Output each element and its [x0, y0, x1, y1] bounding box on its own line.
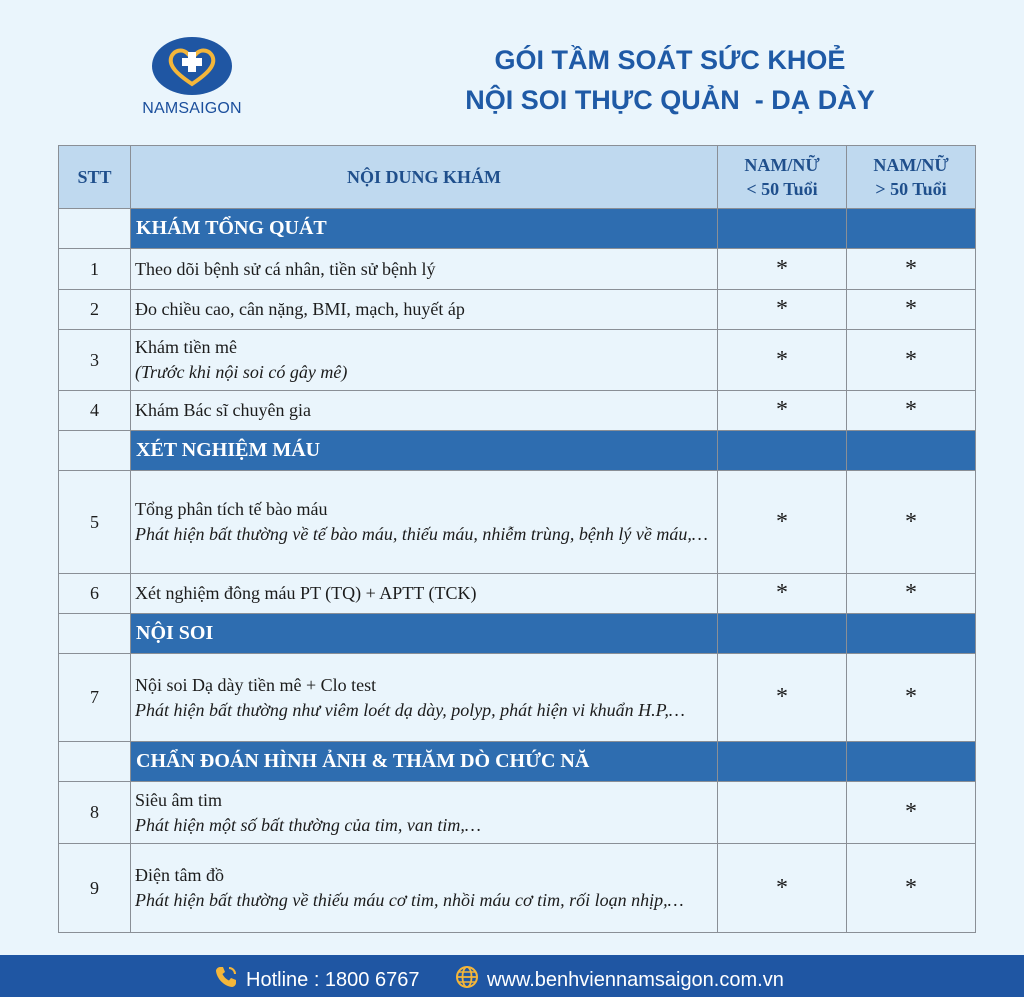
table-row: [59, 574, 976, 614]
row-name: Điện tâm đồ: [135, 865, 224, 885]
header-under-50-line1: NAM/NỮ: [744, 155, 820, 175]
row-content: [131, 391, 718, 431]
row-stt: 7: [59, 654, 131, 742]
section-row: [59, 209, 976, 249]
row-stt: 2: [59, 290, 131, 330]
row-name: Khám Bác sĩ chuyên gia: [135, 400, 311, 420]
row-stt: 1: [59, 249, 131, 290]
row-content: [131, 574, 718, 614]
row-under-50-mark: *: [718, 330, 847, 391]
row-under-50-mark: *: [718, 249, 847, 290]
row-name: Tổng phân tích tế bào máu: [135, 499, 328, 519]
row-name: Siêu âm tim: [135, 789, 222, 810]
row-stt: 9: [59, 844, 131, 933]
header-stt: STT: [59, 146, 131, 209]
page-title: [400, 40, 940, 120]
row-content: [131, 844, 718, 933]
section-row: [59, 431, 976, 471]
row-over-50-mark: *: [847, 782, 976, 844]
table-row: [59, 782, 976, 844]
header-under-50: [718, 146, 847, 209]
section-title: KHÁM TỔNG QUÁT: [131, 209, 718, 249]
row-description: Phát hiện bất thường về thiếu máu cơ tim, nhồi máu cơ tim, rối loạn nhịp,…: [135, 890, 684, 910]
row-under-50-mark: *: [718, 654, 847, 742]
row-description: Phát hiện bất thường về tế bào máu, thiếu máu, nhiễm trùng, bệnh lý về máu,…: [135, 524, 708, 544]
header-over-50-line2: > 50 Tuổi: [875, 179, 947, 199]
title-line-1: GÓI TẦM SOÁT SỨC KHOẺ: [494, 45, 846, 75]
brand-logo: [136, 36, 248, 122]
row-name: Xét nghiệm đông máu PT (TQ) + APTT (TCK): [135, 583, 477, 603]
row-content: [131, 330, 718, 391]
footer-bar: [0, 955, 1024, 997]
header-content: NỘI DUNG KHÁM: [131, 146, 718, 209]
row-content: [131, 471, 718, 574]
row-stt: 4: [59, 391, 131, 431]
row-over-50-mark: *: [847, 654, 976, 742]
row-over-50-mark: *: [847, 249, 976, 290]
row-over-50-mark: *: [847, 471, 976, 574]
website-link[interactable]: [455, 965, 784, 995]
brand-name: NAMSAIGON: [142, 100, 242, 117]
hotline-text: Hotline : 1800 6767: [246, 968, 420, 991]
row-name: Đo chiều cao, cân nặng, BMI, mạch, huyết áp: [135, 299, 465, 319]
row-stt: 3: [59, 330, 131, 391]
table-row: [59, 290, 976, 330]
header-under-50-line2: < 50 Tuổi: [746, 179, 818, 199]
row-name: Khám tiền mê: [135, 337, 237, 357]
section-row: [59, 614, 976, 654]
row-stt: 5: [59, 471, 131, 574]
row-over-50-mark: *: [847, 574, 976, 614]
row-under-50-mark: *: [718, 391, 847, 431]
hotline-link[interactable]: [214, 965, 419, 995]
website-text: www.benhviennamsaigon.com.vn: [487, 968, 784, 991]
row-under-50-mark: *: [718, 574, 847, 614]
section-title: CHẨN ĐOÁN HÌNH ẢNH & THĂM DÒ CHỨC NĂ: [131, 742, 718, 782]
section-title: NỘI SOI: [131, 614, 718, 654]
row-stt: 6: [59, 574, 131, 614]
row-over-50-mark: *: [847, 391, 976, 431]
table-row: [59, 249, 976, 290]
globe-icon: [455, 965, 479, 995]
row-over-50-mark: *: [847, 290, 976, 330]
row-under-50-mark: *: [718, 844, 847, 933]
row-over-50-mark: *: [847, 844, 976, 933]
table-header-row: [59, 146, 976, 209]
row-content: [131, 782, 718, 844]
row-description: Phát hiện một số bất thường của tim, van tim,…: [135, 814, 481, 835]
table-row: [59, 844, 976, 933]
table-row: [59, 330, 976, 391]
row-under-50-mark: *: [718, 471, 847, 574]
row-over-50-mark: *: [847, 330, 976, 391]
title-line-2: NỘI SOI THỰC QUẢN - DẠ DÀY: [465, 85, 875, 115]
row-content: [131, 290, 718, 330]
row-under-50-mark: [718, 782, 847, 844]
row-under-50-mark: *: [718, 290, 847, 330]
row-stt: 8: [59, 782, 131, 844]
exam-table: [58, 145, 976, 933]
header-over-50: [847, 146, 976, 209]
row-description: Phát hiện bất thường như viêm loét dạ dày, polyp, phát hiện vi khuẩn H.P,…: [135, 699, 685, 720]
table-row: [59, 654, 976, 742]
row-name: Theo dõi bệnh sử cá nhân, tiền sử bệnh lý: [135, 258, 436, 279]
row-content: [131, 654, 718, 742]
header-over-50-line1: NAM/NỮ: [873, 155, 949, 175]
logo-heart-icon: [151, 36, 233, 96]
table-row: [59, 471, 976, 574]
row-content: [131, 249, 718, 290]
table-row: [59, 391, 976, 431]
section-title: XÉT NGHIỆM MÁU: [131, 431, 718, 471]
section-row: [59, 742, 976, 782]
row-description: (Trước khi nội soi có gây mê): [135, 362, 348, 382]
row-name: Nội soi Dạ dày tiền mê + Clo test: [135, 674, 377, 695]
phone-icon: [214, 965, 238, 995]
